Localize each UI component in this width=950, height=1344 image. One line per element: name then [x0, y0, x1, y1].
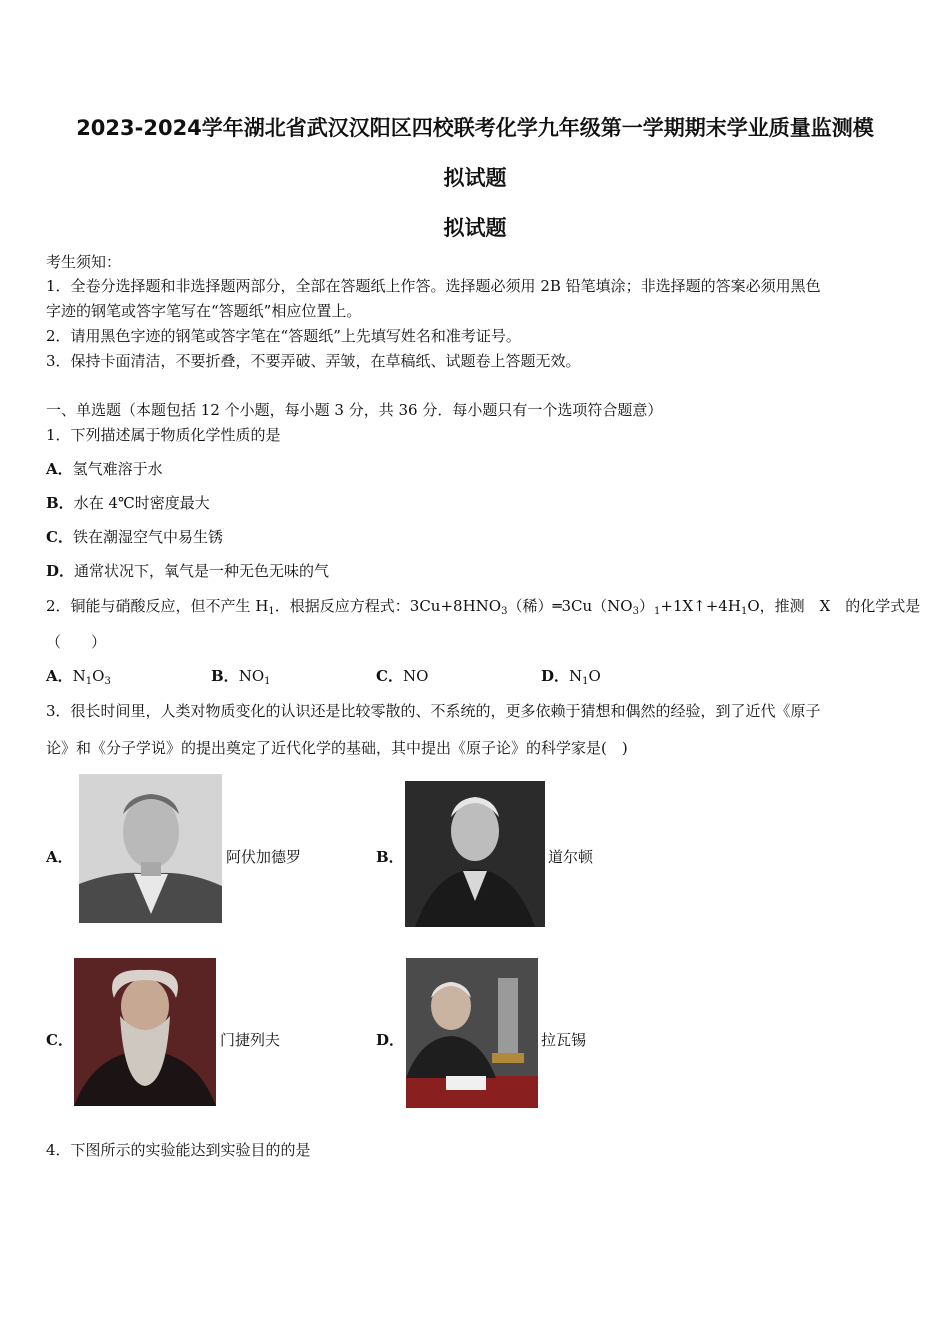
formula-part: N	[72, 667, 86, 685]
q2-stem-part: ）	[638, 597, 654, 615]
section-heading: 一、单选题（本题包括 12 个小题，每小题 3 分，共 36 分．每小题只有一个选项符合题意）	[46, 401, 663, 419]
formula-part: NO	[238, 667, 265, 685]
option-text: 通常状况下，氧气是一种无色无味的气	[74, 562, 330, 580]
q2-stem-part: +1X↑+4H	[660, 597, 741, 615]
option-letter: C．	[376, 667, 403, 685]
option-letter: B．	[211, 667, 239, 685]
q1-option-d	[46, 561, 329, 581]
q3-option-b-letter: B．	[376, 848, 404, 866]
question-4-stem: 4．下图所示的实验能达到实验目的的是	[46, 1141, 311, 1159]
formula-part: N	[569, 667, 583, 685]
subscript: 1	[264, 676, 271, 687]
notice-heading: 考生须知：	[46, 253, 122, 271]
exam-title-line-2: 拟试题	[443, 166, 507, 190]
q2-option-a	[46, 666, 111, 692]
formula-part: O	[588, 667, 601, 685]
exam-title-line-1: 2023-2024学年湖北省武汉汉阳区四校联考化学九年级第一学期期末学业质量监测模	[76, 116, 874, 140]
question-3-stem: 3．很长时间里，人类对物质变化的认识还是比较零散的、不系统的，更多依赖于猜想和偶然的经验，到了近代《原子	[46, 702, 821, 720]
q1-option-c	[46, 527, 223, 547]
answer-blank: （ ）	[46, 633, 107, 651]
question-2-stem	[46, 596, 920, 622]
q3-option-a-letter: A．	[46, 848, 73, 866]
exam-title-line-3: 拟试题	[443, 216, 507, 240]
q3-option-c-letter: C．	[46, 1031, 73, 1049]
option-letter: D．	[541, 667, 570, 685]
subscript: 3	[632, 606, 639, 617]
q3-option-b-name: 道尔顿	[548, 848, 594, 866]
subscript: 1	[268, 606, 275, 617]
q3-option-a-name: 阿伏加德罗	[226, 848, 302, 866]
option-text: 氢气难溶于水	[72, 460, 163, 478]
subscript: 3	[104, 676, 111, 687]
q1-option-b	[46, 493, 210, 513]
option-letter: D．	[46, 562, 75, 580]
subscript: 1	[740, 606, 748, 617]
notice-item-1-cont: 字迹的钢笔或答字笔写在“答题纸”相应位置上。	[46, 302, 362, 320]
option-letter: A．	[46, 460, 73, 478]
question-1-stem: 1．下列描述属于物质化学性质的是	[46, 426, 281, 444]
option-text: 水在 4℃时密度最大	[73, 494, 210, 512]
option-letter: C．	[46, 528, 73, 546]
q2-option-d	[541, 666, 601, 692]
option-letter: B．	[46, 494, 74, 512]
subscript: 1	[654, 606, 661, 617]
q3-option-c-name: 门捷列夫	[220, 1031, 281, 1049]
q3-option-d-letter: D．	[376, 1031, 405, 1049]
notice-item-3: 3．保持卡面清洁，不要折叠，不要弄破、弄皱，在草稿纸、试题卷上答题无效。	[46, 352, 581, 370]
subscript: 3	[501, 606, 508, 617]
subscript: 1	[85, 676, 93, 687]
q2-option-c	[376, 666, 428, 686]
q1-option-a	[46, 459, 163, 479]
q2-stem-part: ．根据反应方程式：3Cu+8HNO	[274, 597, 502, 615]
formula-part: O	[92, 667, 105, 685]
notice-item-1: 1．全卷分选择题和非选择题两部分，全部在答题纸上作答。选择题必须用 2B 铅笔填涂；非选择题的答案必须用黑色	[46, 277, 821, 295]
notice-item-2: 2．请用黑色字迹的钢笔或答字笔在“答题纸”上先填写姓名和准考证号。	[46, 327, 521, 345]
mendeleev-portrait	[74, 958, 216, 1106]
q2-stem-part: 2．铜能与硝酸反应，但不产生 H	[46, 597, 269, 615]
formula-part: NO	[402, 667, 429, 685]
question-3-stem-cont: 论》和《分子学说》的提出奠定了近代化学的基础，其中提出《原子论》的科学家是( )	[46, 739, 628, 757]
dalton-portrait	[405, 781, 545, 927]
option-letter: A．	[46, 667, 73, 685]
q2-stem-part: （稀）═3Cu（NO	[507, 597, 633, 615]
q2-stem-part: O，推测 X 的化学式是	[747, 597, 921, 615]
avogadro-portrait	[79, 774, 222, 923]
q2-option-b	[211, 666, 271, 692]
option-text: 铁在潮湿空气中易生锈	[72, 528, 223, 546]
subscript: 1	[582, 676, 589, 687]
lavoisier-portrait	[406, 958, 538, 1108]
q3-option-d-name: 拉瓦锡	[541, 1031, 587, 1049]
